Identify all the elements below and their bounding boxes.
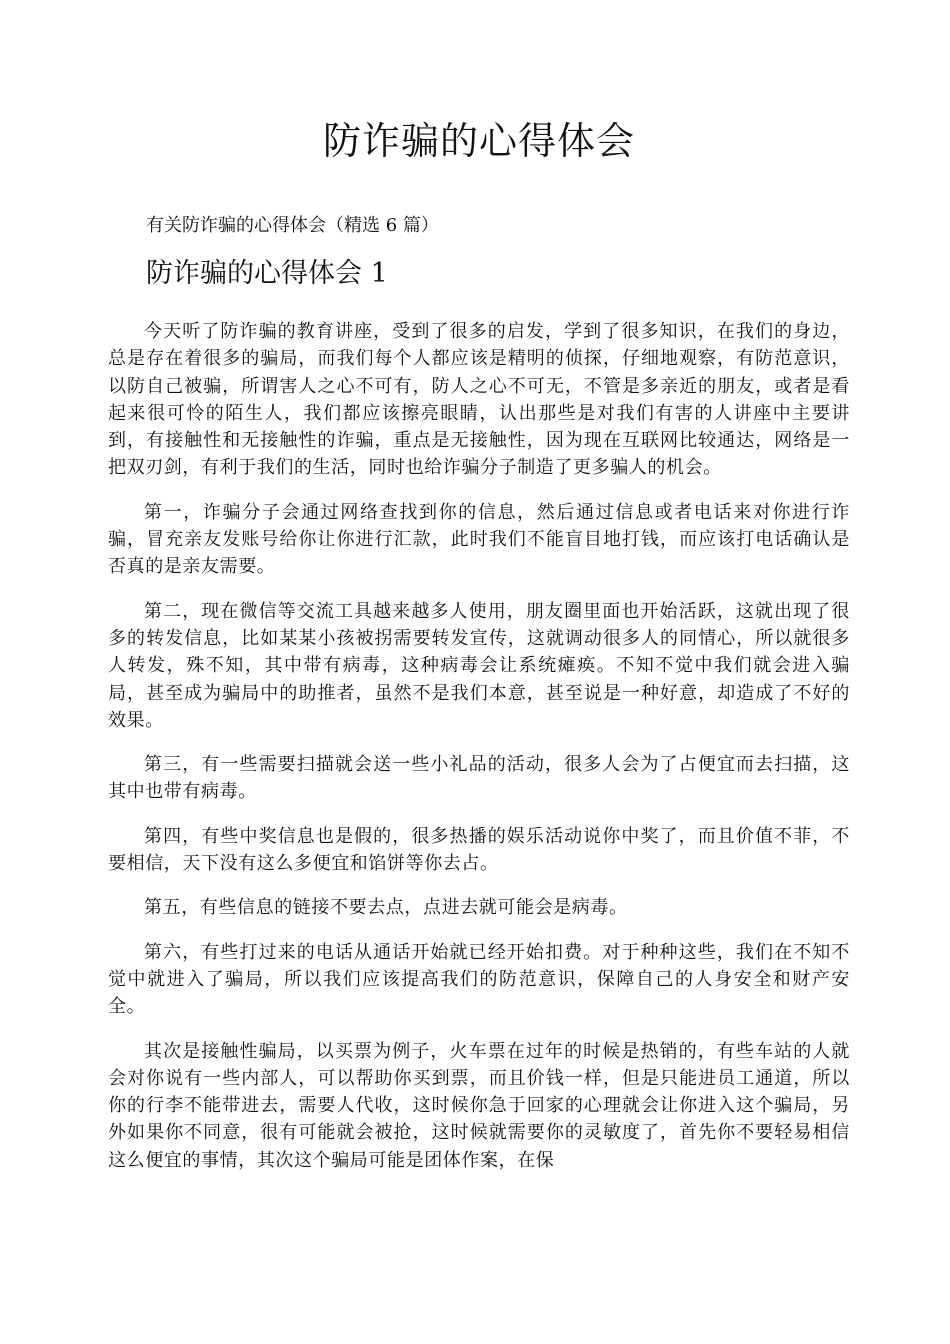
paragraph-point-5: 第五，有些信息的链接不要去点，点进去就可能会是病毒。 [144,897,628,919]
document-subtitle: 有关防诈骗的心得体会（精选 6 篇） [146,215,439,236]
paragraph-point-4: 第四，有些中奖信息也是假的，很多热播的娱乐活动说你中奖了，而且价值不菲，不要相信，天下没有这么多便宜和馅饼等你去占。 [108,825,850,875]
paragraph-point-3: 第三，有一些需要扫描就会送一些小礼品的活动，很多人会为了占便宜而去扫描，这其中也带有病毒。 [108,754,850,803]
paragraph-point-1: 第一，诈骗分子会通过网络查找到你的信息，然后通过信息或者电话来对你进行诈骗，冒充亲友发账号给你让你进行汇款，此时我们不能盲目地打钱，而应该打电话确认是否真的是亲友需要。 [108,501,850,578]
paragraph-point-2: 第二，现在微信等交流工具越来越多人使用，朋友圈里面也开始活跃，这就出现了很多的转发信息，比如某某小孩被拐需要转发宣传，这就调动很多人的同情心，所以就很多人转发，殊不知，其中带有病毒，这种病毒会让系统瘫痪。不知不觉中我们就会进入骗局，甚至成为骗局中的助推者，虽然不是我们本意，甚至说是一种好意，却造成了不好的效果。 [108,600,850,731]
paragraph-point-6: 第六，有些打过来的电话从通话开始就已经开始扣费。对于种种这些，我们在不知不觉中就进入了骗局，所以我们应该提高我们的防范意识，保障自己的人身安全和财产安全。 [108,941,850,1018]
document-body [108,318,850,1191]
paragraph-intro: 今天听了防诈骗的教育讲座，受到了很多的启发，学到了很多知识，在我们的身边，总是存在着很多的骗局，而我们每个人都应该是精明的侦探，仔细地观察，有防范意识，以防自己被骗，所谓害人之心不可有，防人之心不可无，不管是多亲近的朋友，或者是看起来很可怜的陌生人，我们都应该擦亮眼睛，认出那些是对我们有害的人讲座中主要讲到，有接触性和无接触性的诈骗，重点是无接触性，因为现在互联网比较通达，网络是一把双刃剑，有利于我们的生活，同时也给诈骗分子制造了更多骗人的机会。 [108,321,850,479]
paragraph-contact-scams: 其次是接触性骗局，以买票为例子，火车票在过年的时候是热销的，有些车站的人就会对你说有一些内部人，可以帮助你买到票，而且价钱一样，但是只能进员工通道，所以你的行李不能带进去，需要人代收，这时候你急于回家的心理就会让你进入这个骗局，另外如果你不同意，很有可能就会被抢，这时候就需要你的灵敏度了，首先你不要轻易相信这么便宜的事情，其次这个骗局可能是团体作案，在保 [108,1040,850,1171]
document-title: 防诈骗的心得体会 [322,119,635,163]
section-heading: 防诈骗的心得体会 1 [146,258,388,289]
